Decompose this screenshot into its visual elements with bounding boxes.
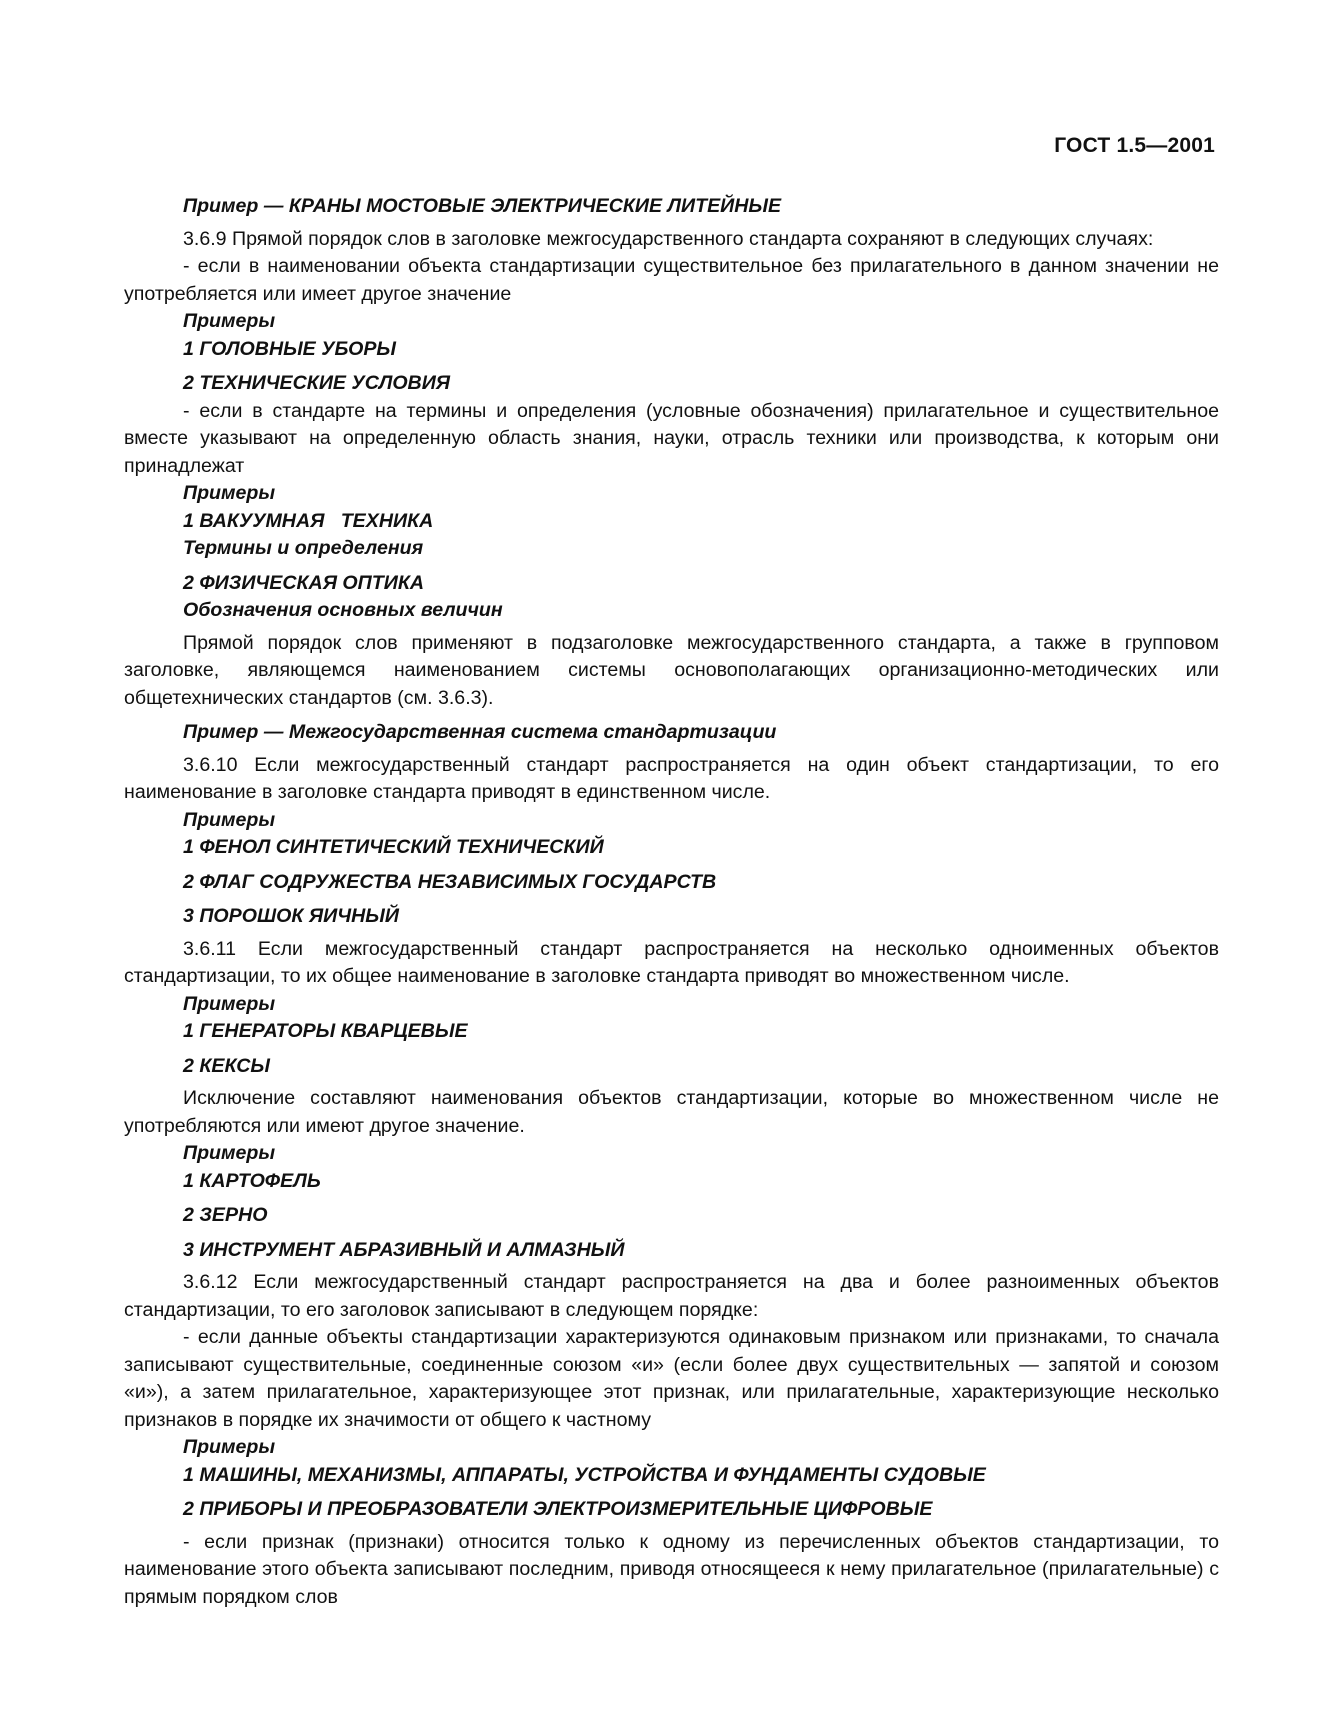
paragraph: - если признак (признаки) относится только к одному из перечисленных объектов стандартизации, то наименование этого объекта записывают последним, приводя относящееся к нему прилагательное (прилагательные) с прямым порядком слов [124,1530,1219,1608]
example-line: Пример — КРАНЫ МОСТОВЫЕ ЭЛЕКТРИЧЕСКИЕ ЛИТЕЙНЫЕ [183,195,782,217]
example-line: 1 ГОЛОВНЫЕ УБОРЫ [183,337,396,360]
example-line: 3 ПОРОШОК ЯИЧНЫЙ [183,905,399,927]
example-line: 1 ГЕНЕРАТОРЫ КВАРЦЕВЫЕ [183,1020,468,1042]
example-line: 2 КЕКСЫ [183,1054,270,1077]
paragraph: - если в стандарте на термины и определения (условные обозначения) прилагательное и существительное вместе указывают на определенную область знания, науки, отрасль техники или производства, к которым они принадлежат [124,399,1219,477]
example-heading: Примеры [183,482,276,504]
example-heading: Примеры [183,808,276,831]
paragraph: Исключение составляют наименования объектов стандартизации, которые во множественном числе не употребляются или имеют другое значение. [124,1087,1219,1137]
document-header: ГОСТ 1.5—2001 [1054,134,1215,157]
example-line: 3 ИНСТРУМЕНТ АБРАЗИВНЫЙ И АЛМАЗНЫЙ [183,1238,625,1261]
paragraph: 3.6.10 Если межгосударственный стандарт распространяется на один объект стандартизации, то его наименование в заголовке стандарта приводят в единственном числе. [124,753,1219,803]
example-heading: Примеры [183,992,276,1015]
paragraph: 3.6.11 Если межгосударственный стандарт распространяется на несколько одноименных объектов стандартизации, то их общее наименование в заголовке стандарта приводят во множественном числе. [124,937,1219,987]
paragraph: - если данные объекты стандартизации характеризуются одинаковым признаком или признаками, то сначала записывают существительные, соединенные союзом «и» (если более двух существительных — запятой и союзом «и»), а затем прилагательное, характеризующее этот признак, или прилагательные, характеризующие несколько признаков в порядке их значимости от общего к частному [124,1326,1219,1431]
example-subline: Термины и определения [183,537,424,559]
paragraph: 3.6.12 Если межгосударственный стандарт распространяется на два и более разноименных объектов стандартизации, то его заголовок записывают в следующем порядке: [124,1271,1219,1321]
example-line: 2 ПРИБОРЫ И ПРЕОБРАЗОВАТЕЛИ ЭЛЕКТРОИЗМЕРИТЕЛЬНЫЕ ЦИФРОВЫЕ [183,1498,933,1520]
paragraph: - если в наименовании объекта стандартизации существительное без прилагательного в данном значении не употребляется или имеет другое значение [124,255,1219,305]
document-body [124,193,1219,1611]
example-line: 2 ФИЗИЧЕСКАЯ ОПТИКА [183,571,425,594]
example-heading: Примеры [183,310,276,332]
example-line: 2 ЗЕРНО [183,1204,268,1226]
example-line: 1 КАРТОФЕЛЬ [183,1169,321,1192]
example-line: Пример — Межгосударственная система стандартизации [183,721,777,743]
example-line: 1 МАШИНЫ, МЕХАНИЗМЫ, АППАРАТЫ, УСТРОЙСТВА И ФУНДАМЕНТЫ СУДОВЫЕ [183,1463,986,1486]
paragraph: 3.6.9 Прямой порядок слов в заголовке межгосударственного стандарта сохраняют в следующих случаях: [183,227,1154,250]
example-line: 2 ФЛАГ СОДРУЖЕСТВА НЕЗАВИСИМЫХ ГОСУДАРСТВ [183,870,717,893]
example-heading: Примеры [183,1436,276,1458]
paragraph: Прямой порядок слов применяют в подзаголовке межгосударственного стандарта, а также в групповом заголовке, являющемся наименованием системы основополагающих организационно-методических или общетехнических стандартов (см. 3.6.3). [124,631,1219,709]
example-heading: Примеры [183,1142,276,1164]
example-line: 1 ВАКУУМНАЯ ТЕХНИКА [183,509,434,532]
example-line: 1 ФЕНОЛ СИНТЕТИЧЕСКИЙ ТЕХНИЧЕСКИЙ [183,836,604,858]
example-line: 2 ТЕХНИЧЕСКИЕ УСЛОВИЯ [183,372,451,394]
example-subline: Обозначения основных величин [183,599,503,621]
